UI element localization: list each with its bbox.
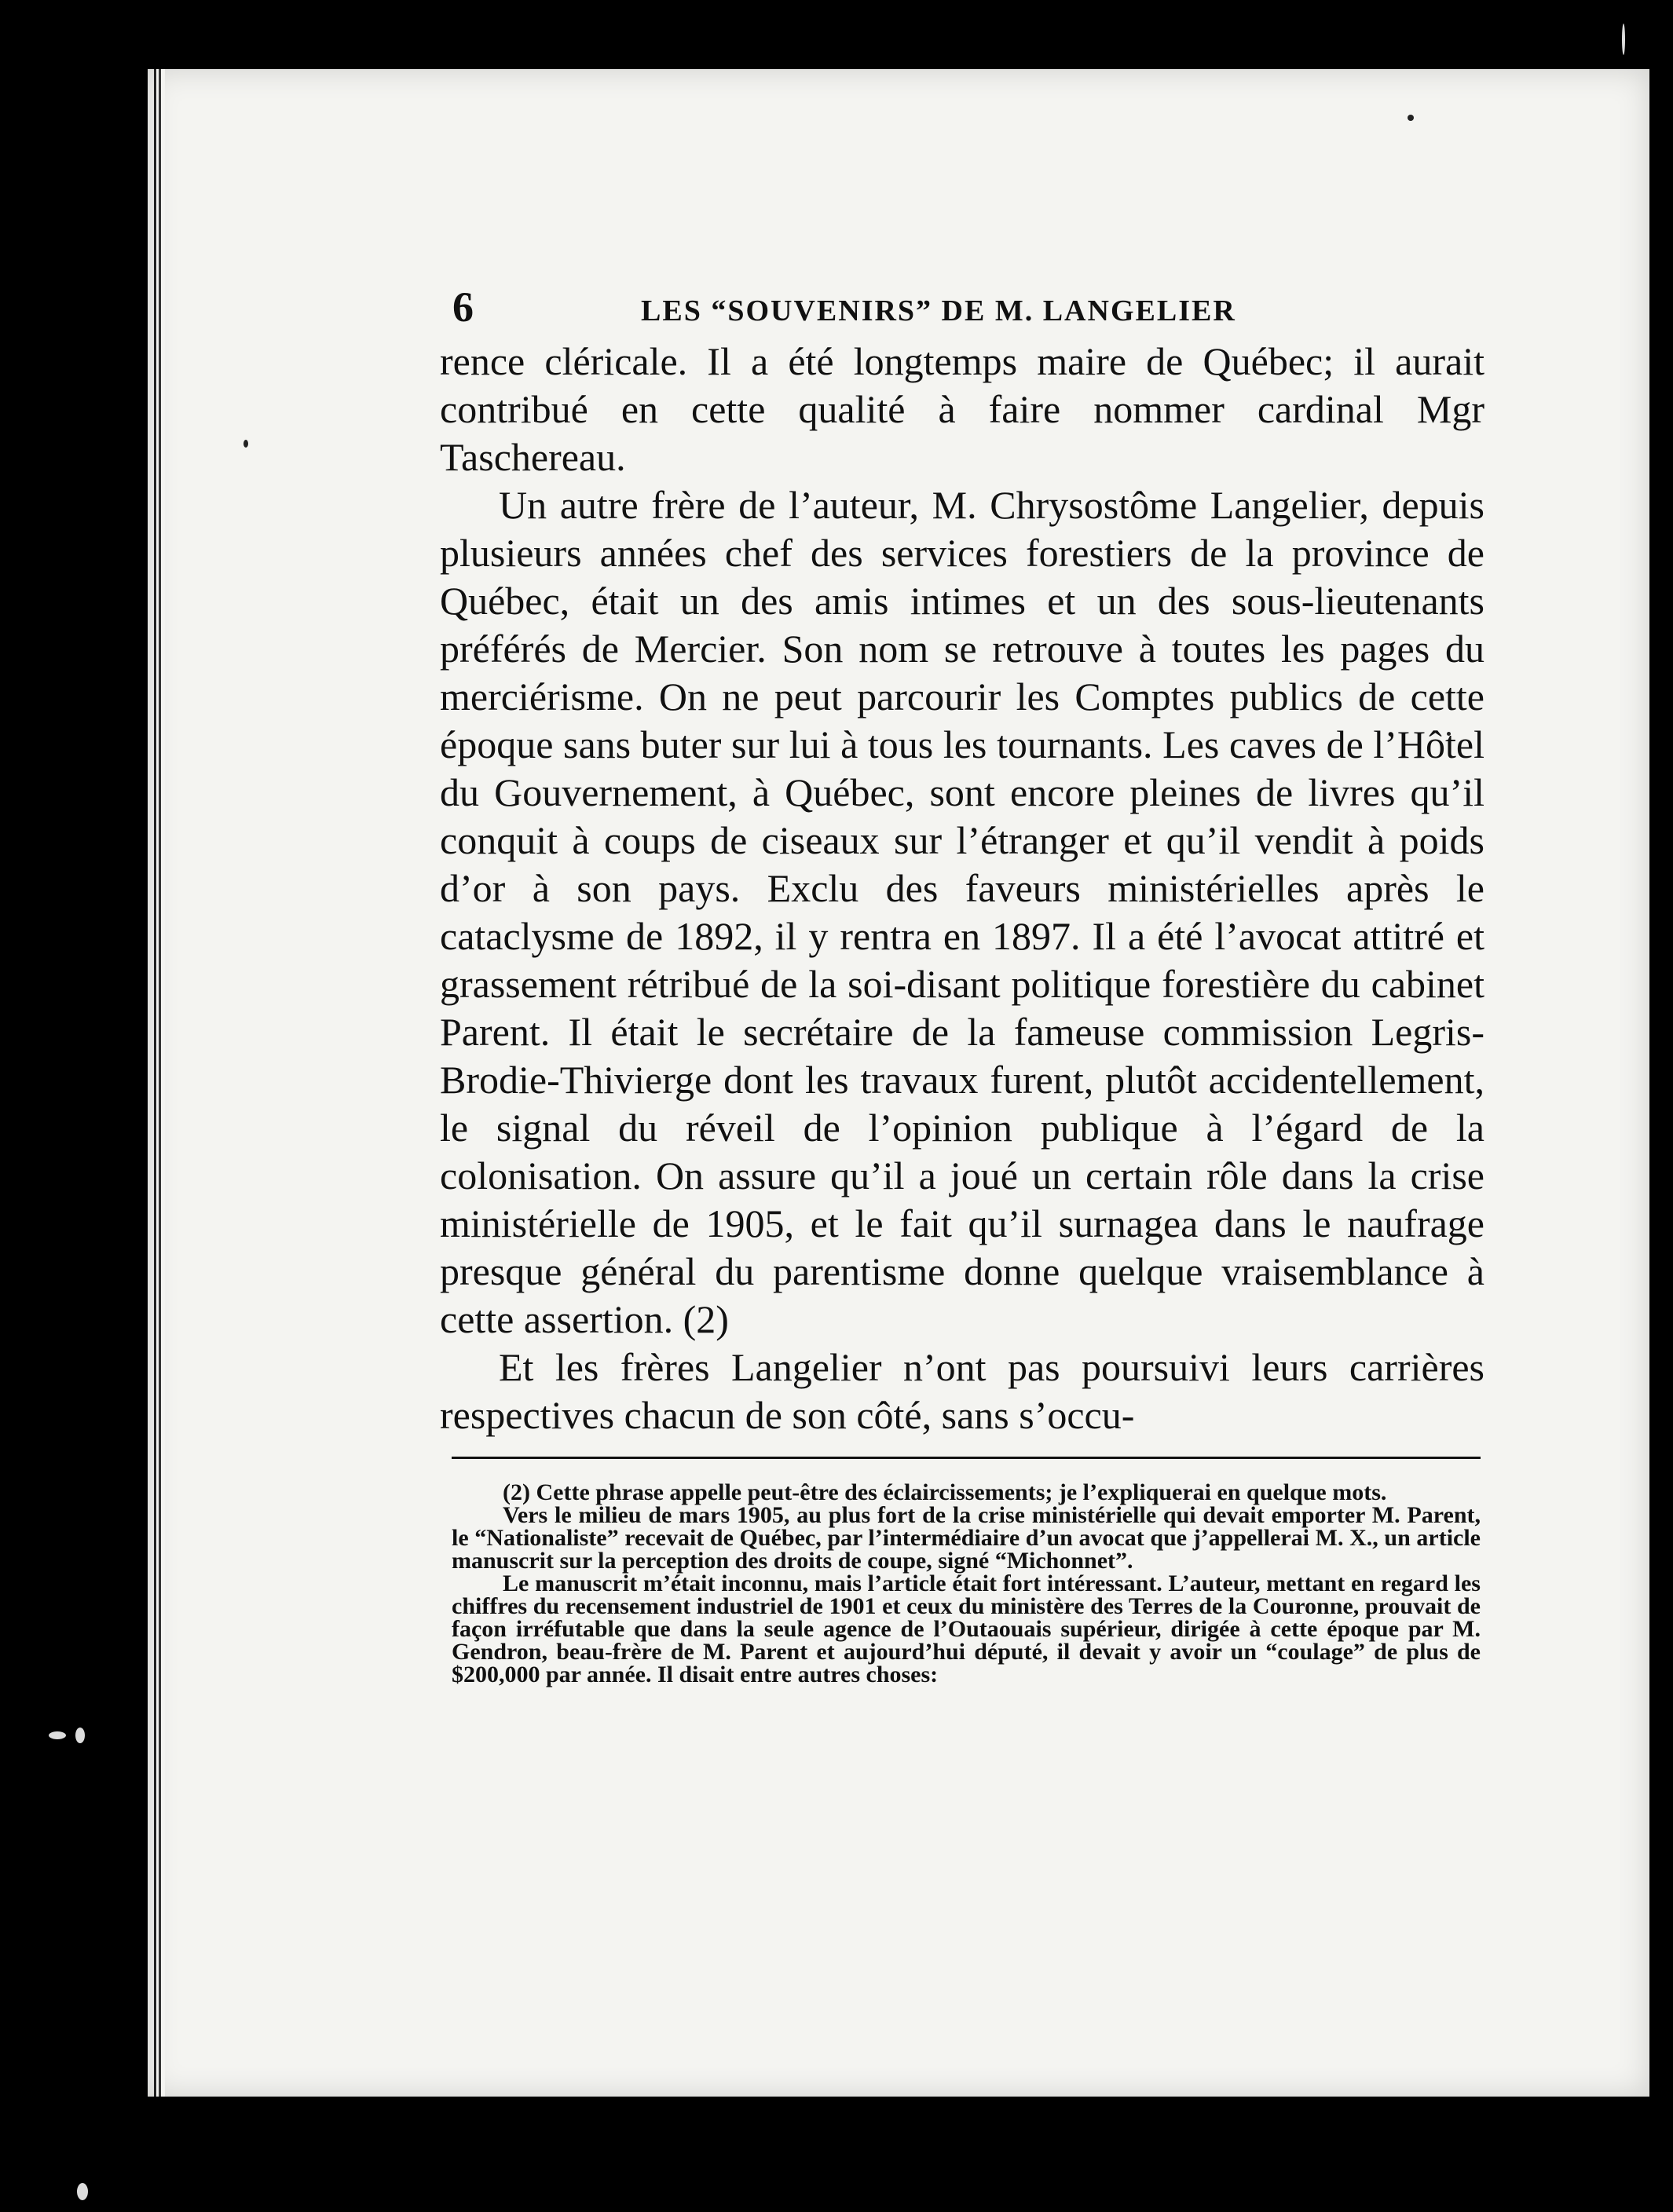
scan-speck: [243, 440, 248, 448]
scan-speck: [1408, 115, 1414, 121]
scan-speck: [49, 1731, 66, 1739]
footnote-paragraph: Le manuscrit m’était inconnu, mais l’article était fort intéressant. L’auteur, mettant en regard les chiffres du recensement industriel de 1901 et ceux du ministère des Terres de la Couronne, prouvait de façon irréfutable que dans la seule agence de l’Outaouais supérieur, dirigée à cette époque par M. Gendron, beau-frère de M. Parent et aujourd’hui député, il devait y avoir un “coulage” de plus de $200,000 par année. Il disait entre autres choses:: [452, 1570, 1481, 1687]
body-paragraph: Un autre frère de l’auteur, M. Chrysostôme Langelier, depuis plusieurs années chef des services forestiers de la province de Québec, était un des amis intimes et un des sous-lieutenants préférés de Mercier. Son nom se retrouve à toutes les pages du merciérisme. On ne peut parcourir les Comptes publics de cette époque sans buter sur lui à tous les tournants. Les caves de l’Hôtel du Gouvernement, à Québec, sont encore pleines de livres qu’il conquit à coups de ciseaux sur l’étranger et qu’il vendit à poids d’or à son pays. Exclu des faveurs ministérielles après le cataclysme de 1892, il y rentra en 1897. Il a été l’avocat attitré et grassement rétribué de la soi-disant politique forestière du cabinet Parent. Il était le secrétaire de la fameuse commission Legris-Brodie-Thivierge dont les travaux furent, plutôt accidentellement, le signal du réveil de l’opinion publique à l’égard de la colonisation. On assure qu’il a joué un certain rôle dans la crise ministérielle de 1905, et le fait qu’il surnagea dans le naufrage presque général du parentisme donne quelque vraisemblance à cette assertion. (2): [440, 483, 1484, 1341]
footnote-paragraph: (2) Cette phrase appelle peut-être des éclaircissements; je l’expliquerai en quelque mots.: [503, 1479, 1387, 1505]
running-head-title: LES “SOUVENIRS” DE M. LANGELIER: [641, 294, 1236, 327]
footnote-paragraph: Vers le milieu de mars 1905, au plus fort de la crise ministérielle qui devait emporter M. Parent, le “Nationaliste” recevait de Québec, par l’intermédiaire d’un avocat que j’appellerai M. X., un article manuscrit sur la perception des droits de coupe, signé “Michonnet”.: [452, 1502, 1481, 1574]
page-content: [440, 283, 1484, 1686]
scan-speck: [1622, 24, 1625, 55]
body-paragraph: rence cléricale. Il a été longtemps maire de Québec; il aurait contribué en cette qualité à faire nommer cardinal Mgr Taschereau.: [440, 339, 1484, 479]
body-paragraph: Et les frères Langelier n’ont pas poursuivi leurs carrières respectives chacun de son côté, sans s’occu-: [440, 1345, 1484, 1437]
running-head: [440, 283, 1484, 338]
footnotes: [452, 1481, 1481, 1686]
body-text: [440, 338, 1484, 1439]
footnote-divider: [452, 1457, 1481, 1459]
scan-speck: [75, 1728, 85, 1743]
page-binding-edge: [154, 69, 165, 2097]
scan-speck: [77, 2183, 88, 2200]
page-number: 6: [452, 283, 474, 331]
